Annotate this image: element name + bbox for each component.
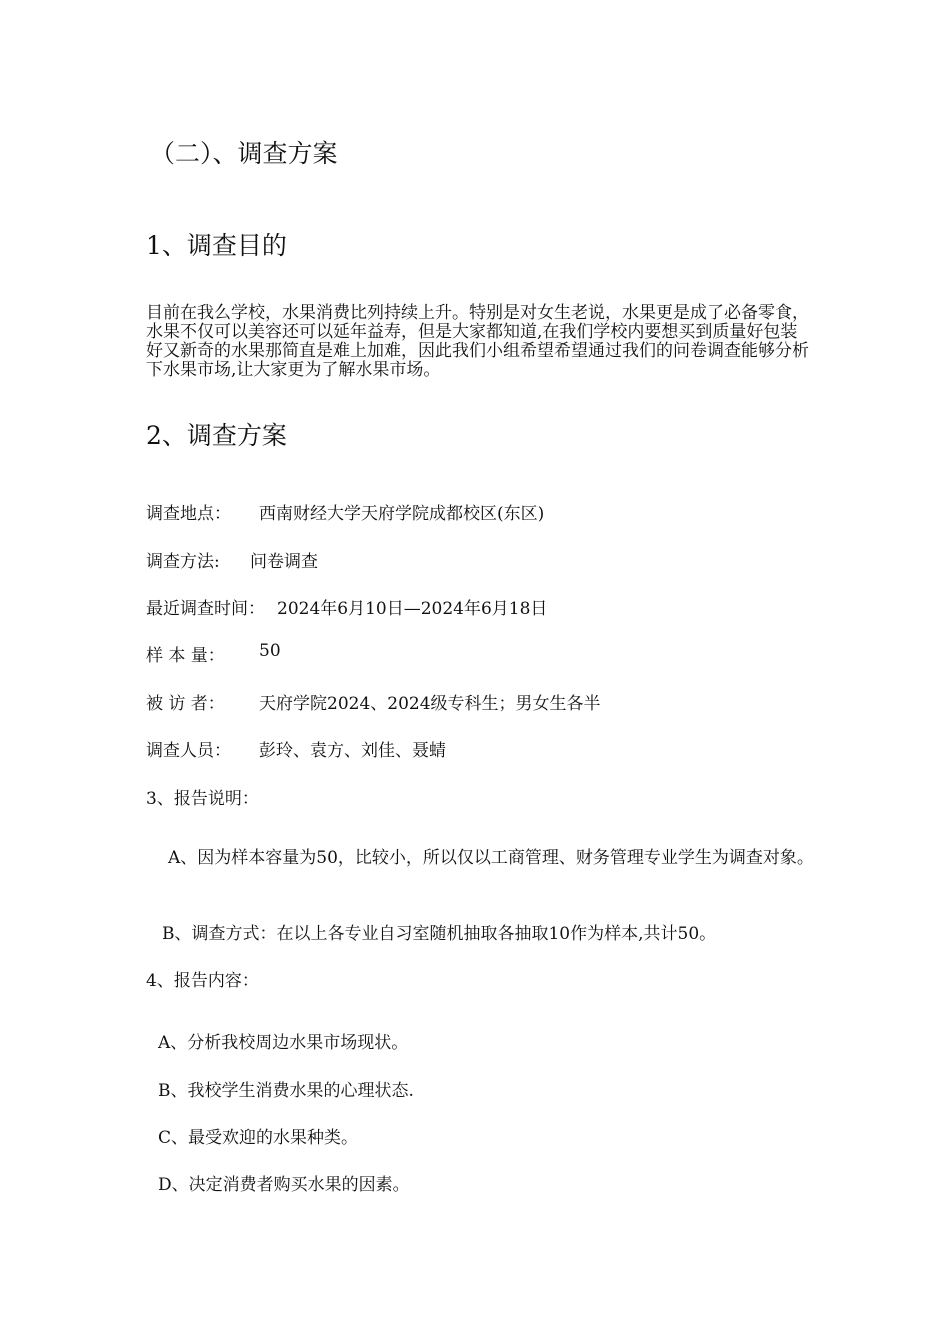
field-label-respondents: 被 访 者： bbox=[146, 694, 225, 714]
purpose-heading: 1、调查目的 bbox=[146, 231, 287, 260]
field-label-location: 调查地点： bbox=[146, 504, 231, 524]
content-item-d: D、决定消费者购买水果的因素。 bbox=[158, 1175, 410, 1195]
field-label-sample: 样 本 量： bbox=[146, 646, 225, 666]
content-item-a: A、分析我校周边水果市场现状。 bbox=[158, 1033, 409, 1053]
purpose-paragraph: 目前在我么学校，水果消费比列持续上升。特别是对女生老说，水果更是成了必备零食，水果不仅可以美容还可以延年益寿，但是大家都知道,在我们学校内要想买到质量好包装好又新奇的水果那简直是难上加难，因此我们小组希望希望通过我们的问卷调查能够分析下水果市场,让大家更为了解水果市场。 bbox=[146, 303, 809, 380]
note-item-a: A、因为样本容量为50，比较小，所以仅以工商管理、财务管理专业学生为调查对象。 bbox=[168, 848, 814, 868]
field-value-time: 2024年6月10日—2024年6月18日 bbox=[277, 599, 548, 619]
section-title: （二）、调查方案 bbox=[150, 139, 338, 168]
field-value-sample: 50 bbox=[259, 641, 281, 661]
field-label-time: 最近调查时间： bbox=[146, 599, 265, 619]
content-item-c: C、最受欢迎的水果种类。 bbox=[158, 1128, 359, 1148]
field-value-method: 问卷调查 bbox=[250, 552, 318, 572]
field-value-location: 西南财经大学天府学院成都校区(东区) bbox=[259, 504, 545, 524]
note-item-b: B、调查方式：在以上各专业自习室随机抽取各抽取10作为样本,共计50。 bbox=[162, 924, 717, 944]
content-item-b: B、我校学生消费水果的心理状态. bbox=[158, 1081, 414, 1101]
notes-heading: 3、报告说明： bbox=[146, 789, 259, 809]
content-heading: 4、报告内容： bbox=[146, 971, 259, 991]
field-value-staff: 彭玲、袁方、刘佳、聂蜻 bbox=[259, 741, 446, 761]
field-value-respondents: 天府学院2024、2024级专科生；男女生各半 bbox=[259, 694, 601, 714]
field-label-staff: 调查人员： bbox=[146, 741, 231, 761]
field-label-method: 调查方法: bbox=[146, 552, 220, 572]
plan-heading: 2、调查方案 bbox=[146, 421, 287, 450]
